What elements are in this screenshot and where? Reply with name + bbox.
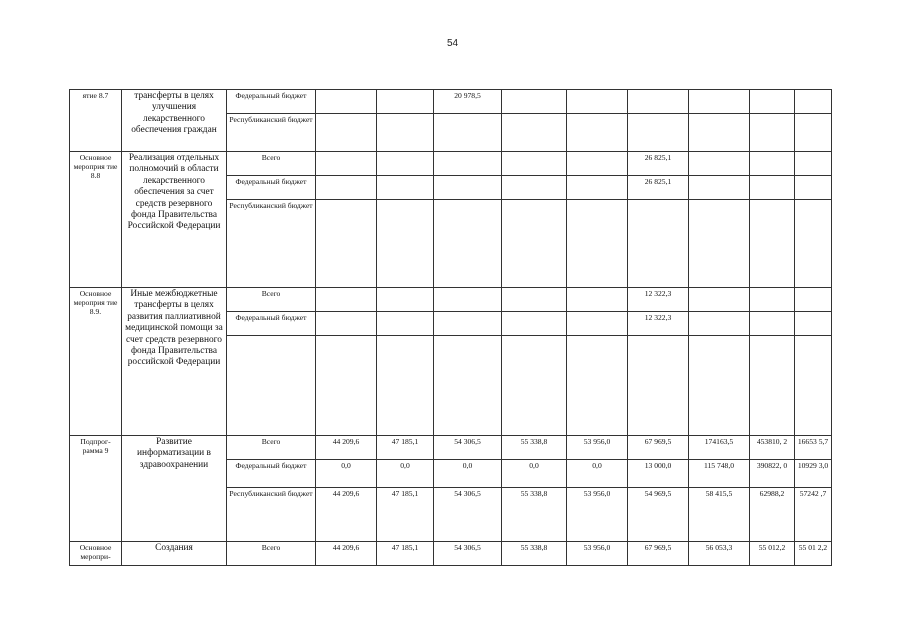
amount-cell: 390822, 0 [750, 460, 795, 488]
amount-cell: 174163,5 [689, 436, 750, 460]
amount-cell [502, 288, 567, 312]
amount-cell [750, 312, 795, 336]
program-name-cell: Иные межбюджетные трансферты в целях развития паллиативной медицинской помощи за счет средств резервного фонда Правительства российской Федерации [122, 288, 227, 436]
amount-cell: 54 969,5 [628, 488, 689, 542]
amount-cell [316, 312, 377, 336]
amount-cell: 12 322,3 [628, 312, 689, 336]
amount-cell: 0,0 [567, 460, 628, 488]
amount-cell: 67 969,5 [628, 542, 689, 566]
funding-source-cell: Республиканский бюджет [227, 488, 316, 542]
funding-source-cell [227, 336, 316, 436]
amount-cell [567, 312, 628, 336]
amount-cell [377, 114, 434, 152]
amount-cell [502, 90, 567, 114]
amount-cell [567, 288, 628, 312]
amount-cell: 54 306,5 [434, 436, 502, 460]
amount-cell [377, 288, 434, 312]
amount-cell [567, 90, 628, 114]
amount-cell [316, 114, 377, 152]
amount-cell [750, 90, 795, 114]
amount-cell: 55 338,8 [502, 542, 567, 566]
amount-cell [750, 336, 795, 436]
amount-cell [795, 312, 832, 336]
amount-cell [795, 336, 832, 436]
table-row [70, 542, 832, 566]
amount-cell [795, 288, 832, 312]
amount-cell: 47 185,1 [377, 542, 434, 566]
amount-cell: 62988,2 [750, 488, 795, 542]
amount-cell: 0,0 [377, 460, 434, 488]
amount-cell [750, 176, 795, 200]
amount-cell [434, 200, 502, 288]
amount-cell: 53 956,0 [567, 542, 628, 566]
amount-cell [316, 176, 377, 200]
amount-cell [316, 90, 377, 114]
amount-cell [377, 336, 434, 436]
table-row [70, 152, 832, 176]
amount-cell: 53 956,0 [567, 488, 628, 542]
amount-cell [795, 114, 832, 152]
amount-cell [316, 288, 377, 312]
funding-source-cell: Федеральный бюджет [227, 90, 316, 114]
amount-cell: 26 825,1 [628, 176, 689, 200]
funding-source-cell: Федеральный бюджет [227, 176, 316, 200]
amount-cell: 20 978,5 [434, 90, 502, 114]
amount-cell [628, 90, 689, 114]
amount-cell [434, 176, 502, 200]
amount-cell [567, 152, 628, 176]
amount-cell [316, 152, 377, 176]
amount-cell [502, 200, 567, 288]
amount-cell: 54 306,5 [434, 488, 502, 542]
amount-cell [795, 90, 832, 114]
amount-cell: 12 322,3 [628, 288, 689, 312]
table-row [70, 436, 832, 460]
funding-source-cell: Всего [227, 542, 316, 566]
amount-cell [434, 336, 502, 436]
amount-cell: 67 969,5 [628, 436, 689, 460]
amount-cell [795, 152, 832, 176]
amount-cell [689, 152, 750, 176]
amount-cell: 47 185,1 [377, 488, 434, 542]
amount-cell: 56 053,3 [689, 542, 750, 566]
funding-source-cell: Республиканский бюджет [227, 114, 316, 152]
amount-cell: 55 01 2,2 [795, 542, 832, 566]
amount-cell [750, 114, 795, 152]
amount-cell [502, 152, 567, 176]
table-row [70, 288, 832, 312]
program-code-cell: Подпрог- рамма 9 [70, 436, 122, 542]
amount-cell [795, 176, 832, 200]
funding-source-cell: Всего [227, 436, 316, 460]
funding-source-cell: Всего [227, 152, 316, 176]
amount-cell [377, 176, 434, 200]
amount-cell [689, 288, 750, 312]
amount-cell: 47 185,1 [377, 436, 434, 460]
amount-cell: 53 956,0 [567, 436, 628, 460]
page-number: 54 [446, 38, 459, 49]
amount-cell [434, 152, 502, 176]
amount-cell [750, 200, 795, 288]
amount-cell [689, 90, 750, 114]
amount-cell [434, 312, 502, 336]
program-name-cell: Реализация отдельных полномочий в области лекарственного обеспечения за счет средств резервного фонда Правительства Российской Федерации [122, 152, 227, 288]
amount-cell: 44 209,6 [316, 436, 377, 460]
amount-cell [750, 288, 795, 312]
amount-cell [502, 176, 567, 200]
amount-cell: 453810, 2 [750, 436, 795, 460]
amount-cell: 0,0 [502, 460, 567, 488]
amount-cell [377, 200, 434, 288]
amount-cell [502, 312, 567, 336]
amount-cell [689, 200, 750, 288]
amount-cell: 10929 3,0 [795, 460, 832, 488]
funding-source-cell: Федеральный бюджет [227, 460, 316, 488]
amount-cell [689, 114, 750, 152]
program-name-cell: трансферты в целях улучшения лекарственного обеспечения граждан [122, 90, 227, 152]
amount-cell [628, 200, 689, 288]
funding-source-cell: Федеральный бюджет [227, 312, 316, 336]
program-code-cell: ятие 8.7 [70, 90, 122, 152]
amount-cell [628, 336, 689, 436]
amount-cell: 44 209,6 [316, 488, 377, 542]
amount-cell [567, 200, 628, 288]
amount-cell: 58 415,5 [689, 488, 750, 542]
amount-cell: 44 209,6 [316, 542, 377, 566]
table-row [70, 90, 832, 114]
amount-cell [316, 200, 377, 288]
amount-cell [316, 336, 377, 436]
program-name-cell: Создания [122, 542, 227, 566]
amount-cell: 0,0 [434, 460, 502, 488]
amount-cell [377, 90, 434, 114]
funding-source-cell: Республиканский бюджет [227, 200, 316, 288]
amount-cell: 55 012,2 [750, 542, 795, 566]
amount-cell [567, 114, 628, 152]
amount-cell [567, 336, 628, 436]
amount-cell: 55 338,8 [502, 436, 567, 460]
amount-cell [434, 114, 502, 152]
budget-table [69, 89, 832, 566]
amount-cell: 26 825,1 [628, 152, 689, 176]
amount-cell: 16653 5,7 [795, 436, 832, 460]
amount-cell [689, 312, 750, 336]
amount-cell [377, 152, 434, 176]
amount-cell [750, 152, 795, 176]
amount-cell [377, 312, 434, 336]
amount-cell: 57242 ,7 [795, 488, 832, 542]
amount-cell: 0,0 [316, 460, 377, 488]
program-name-cell: Развитие информатизации в здравоохранении [122, 436, 227, 542]
amount-cell [689, 336, 750, 436]
amount-cell [502, 336, 567, 436]
amount-cell: 115 748,0 [689, 460, 750, 488]
funding-source-cell: Всего [227, 288, 316, 312]
amount-cell: 55 338,8 [502, 488, 567, 542]
amount-cell: 54 306,5 [434, 542, 502, 566]
amount-cell [795, 200, 832, 288]
amount-cell [689, 176, 750, 200]
amount-cell [434, 288, 502, 312]
amount-cell [628, 114, 689, 152]
amount-cell [567, 176, 628, 200]
program-code-cell: Основное мероприя тие 8.9. [70, 288, 122, 436]
program-code-cell: Основное мероприя тие 8.8 [70, 152, 122, 288]
amount-cell [502, 114, 567, 152]
program-code-cell: Основное меропри- [70, 542, 122, 566]
amount-cell: 13 000,0 [628, 460, 689, 488]
